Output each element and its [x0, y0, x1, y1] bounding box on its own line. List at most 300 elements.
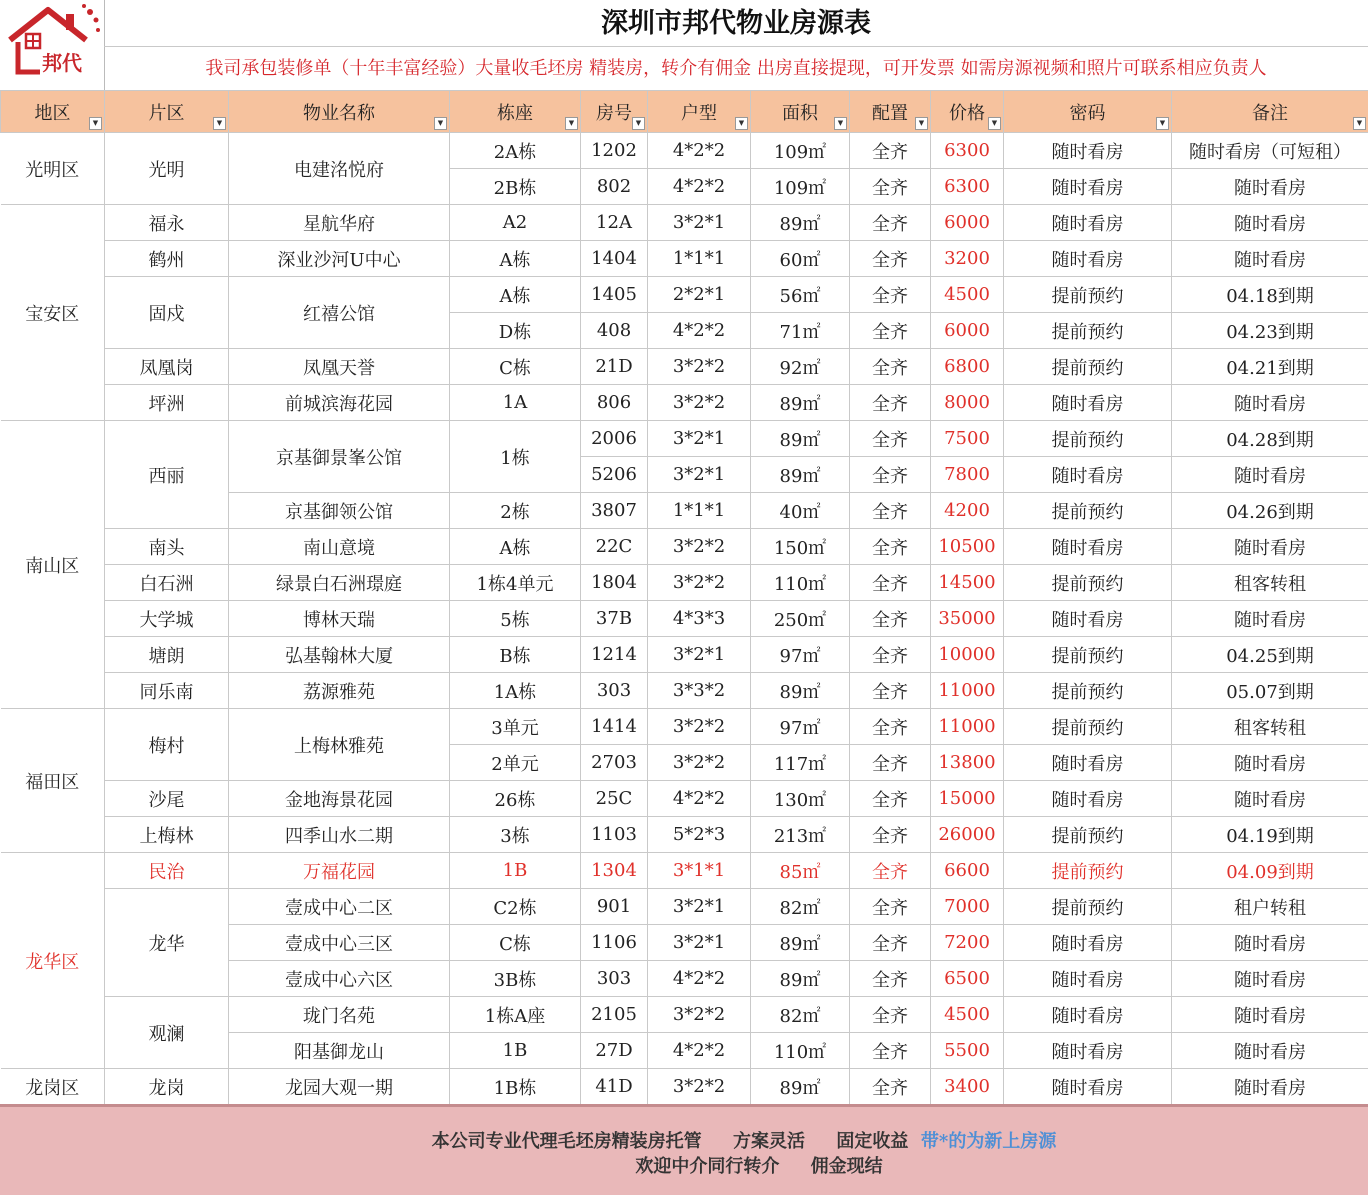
- cell-price: 6000: [931, 205, 1004, 241]
- cell-layout: 3*2*2: [648, 997, 751, 1033]
- cell-area: 观澜: [105, 997, 229, 1069]
- header-label: 物业名称: [303, 103, 375, 124]
- house-logo-icon: [0, 0, 104, 90]
- cell-price: 15000: [931, 781, 1004, 817]
- cell-layout: 3*2*1: [648, 421, 751, 457]
- table-row: [1, 889, 1368, 925]
- table-row: [1, 781, 1368, 817]
- cell-unit: 1106: [581, 925, 648, 961]
- header-furnish: [850, 91, 931, 133]
- cell-size: 250㎡: [751, 601, 850, 637]
- cell-price: 7500: [931, 421, 1004, 457]
- cell-unit: 303: [581, 961, 648, 997]
- cell-furnish: 全齐: [850, 925, 931, 961]
- cell-furnish: 全齐: [850, 889, 931, 925]
- header-area: [105, 91, 229, 133]
- cell-price: 11000: [931, 673, 1004, 709]
- cell-price: 10000: [931, 637, 1004, 673]
- cell-size: 40㎡: [751, 493, 850, 529]
- cell-unit: 1214: [581, 637, 648, 673]
- cell-furnish: 全齐: [850, 1033, 931, 1069]
- cell-region: 福田区: [1, 709, 105, 853]
- cell-password: 随时看房: [1004, 529, 1172, 565]
- cell-furnish: 全齐: [850, 709, 931, 745]
- cell-layout: 3*2*2: [648, 385, 751, 421]
- cell-note: 随时看房: [1172, 457, 1368, 493]
- cell-furnish: 全齐: [850, 349, 931, 385]
- cell-building: 3栋: [450, 817, 581, 853]
- cell-layout: 4*2*2: [648, 133, 751, 169]
- cell-layout: 4*2*2: [648, 313, 751, 349]
- cell-property: 龙园大观一期: [229, 1069, 450, 1105]
- filter-dropdown-icon[interactable]: ▼: [434, 117, 447, 130]
- cell-building: 2A栋: [450, 133, 581, 169]
- cell-password: 提前预约: [1004, 709, 1172, 745]
- cell-size: 213㎡: [751, 817, 850, 853]
- cell-password: 随时看房: [1004, 133, 1172, 169]
- header-property: [229, 91, 450, 133]
- cell-password: 提前预约: [1004, 313, 1172, 349]
- header-label: 备注: [1252, 103, 1288, 124]
- cell-unit: 1404: [581, 241, 648, 277]
- cell-property: 四季山水二期: [229, 817, 450, 853]
- cell-price: 7800: [931, 457, 1004, 493]
- table-row: [1, 709, 1368, 745]
- footer-text-flexible: 方案灵活: [733, 1131, 805, 1152]
- footer-text-income: 固定收益: [836, 1131, 908, 1152]
- filter-dropdown-icon[interactable]: ▼: [988, 117, 1001, 130]
- cell-password: 随时看房: [1004, 997, 1172, 1033]
- cell-layout: 3*2*2: [648, 1069, 751, 1105]
- cell-note: 随时看房: [1172, 601, 1368, 637]
- cell-building: 2B栋: [450, 169, 581, 205]
- cell-region: 龙岗区: [1, 1069, 105, 1105]
- cell-furnish: 全齐: [850, 457, 931, 493]
- cell-password: 提前预约: [1004, 637, 1172, 673]
- cell-price: 6600: [931, 853, 1004, 889]
- cell-price: 6300: [931, 133, 1004, 169]
- table-row: [1, 565, 1368, 601]
- cell-size: 89㎡: [751, 457, 850, 493]
- cell-layout: 3*3*2: [648, 673, 751, 709]
- cell-password: 随时看房: [1004, 925, 1172, 961]
- footer-banner: [0, 1104, 1368, 1195]
- cell-unit: 5206: [581, 457, 648, 493]
- cell-unit: 303: [581, 673, 648, 709]
- cell-password: 随时看房: [1004, 385, 1172, 421]
- footer-text-commission: 佣金现结: [811, 1156, 883, 1177]
- cell-note: 05.07到期: [1172, 673, 1368, 709]
- cell-area: 固戍: [105, 277, 229, 349]
- filter-dropdown-icon[interactable]: ▼: [213, 117, 226, 130]
- header-region: [1, 91, 105, 133]
- cell-price: 11000: [931, 709, 1004, 745]
- cell-furnish: 全齐: [850, 961, 931, 997]
- cell-size: 82㎡: [751, 889, 850, 925]
- cell-property: 绿景白石洲璟庭: [229, 565, 450, 601]
- cell-layout: 3*2*2: [648, 349, 751, 385]
- cell-unit: 1414: [581, 709, 648, 745]
- cell-property: 博林天瑞: [229, 601, 450, 637]
- cell-unit: 1804: [581, 565, 648, 601]
- cell-furnish: 全齐: [850, 781, 931, 817]
- cell-property: 阳基御龙山: [229, 1033, 450, 1069]
- cell-area: 福永: [105, 205, 229, 241]
- cell-furnish: 全齐: [850, 1069, 931, 1105]
- cell-building: 3单元: [450, 709, 581, 745]
- cell-price: 7200: [931, 925, 1004, 961]
- cell-size: 109㎡: [751, 133, 850, 169]
- cell-unit: 1304: [581, 853, 648, 889]
- cell-furnish: 全齐: [850, 493, 931, 529]
- header-label: 栋座: [497, 103, 533, 124]
- cell-size: 117㎡: [751, 745, 850, 781]
- cell-price: 6300: [931, 169, 1004, 205]
- cell-unit: 22C: [581, 529, 648, 565]
- cell-size: 89㎡: [751, 925, 850, 961]
- header-layout: [648, 91, 751, 133]
- table-row: [1, 601, 1368, 637]
- cell-unit: 37B: [581, 601, 648, 637]
- cell-building: A栋: [450, 241, 581, 277]
- cell-password: 提前预约: [1004, 277, 1172, 313]
- cell-password: 随时看房: [1004, 781, 1172, 817]
- cell-note: 04.26到期: [1172, 493, 1368, 529]
- cell-building: C栋: [450, 349, 581, 385]
- cell-note: 随时看房: [1172, 241, 1368, 277]
- cell-unit: 21D: [581, 349, 648, 385]
- cell-password: 随时看房: [1004, 457, 1172, 493]
- cell-size: 130㎡: [751, 781, 850, 817]
- cell-password: 提前预约: [1004, 565, 1172, 601]
- cell-size: 109㎡: [751, 169, 850, 205]
- cell-area: 白石洲: [105, 565, 229, 601]
- cell-building: 1栋4单元: [450, 565, 581, 601]
- table-row: [1, 529, 1368, 565]
- cell-size: 89㎡: [751, 673, 850, 709]
- footer-line-1: [0, 1127, 1368, 1153]
- page-title: 深圳市邦代物业房源表: [104, 0, 1368, 47]
- cell-size: 56㎡: [751, 277, 850, 313]
- cell-note: 租户转租: [1172, 889, 1368, 925]
- cell-size: 89㎡: [751, 961, 850, 997]
- header-building: [450, 91, 581, 133]
- cell-size: 60㎡: [751, 241, 850, 277]
- cell-price: 4500: [931, 997, 1004, 1033]
- cell-area: 民治: [105, 853, 229, 889]
- cell-building: A2: [450, 205, 581, 241]
- filter-dropdown-icon[interactable]: ▼: [1353, 117, 1366, 130]
- filter-dropdown-icon[interactable]: ▼: [632, 117, 645, 130]
- cell-unit: 901: [581, 889, 648, 925]
- cell-property: 弘基翰林大厦: [229, 637, 450, 673]
- cell-property: 凤凰天誉: [229, 349, 450, 385]
- cell-layout: 1*1*1: [648, 241, 751, 277]
- cell-layout: 2*2*1: [648, 277, 751, 313]
- cell-unit: 408: [581, 313, 648, 349]
- cell-building: D栋: [450, 313, 581, 349]
- filter-dropdown-icon[interactable]: ▼: [89, 117, 102, 130]
- cell-unit: 1103: [581, 817, 648, 853]
- cell-unit: 802: [581, 169, 648, 205]
- cell-building: 2单元: [450, 745, 581, 781]
- cell-note: 随时看房: [1172, 169, 1368, 205]
- table-row: [1, 997, 1368, 1033]
- cell-furnish: 全齐: [850, 169, 931, 205]
- cell-layout: 3*2*2: [648, 529, 751, 565]
- table-row: [1, 133, 1368, 169]
- cell-price: 8000: [931, 385, 1004, 421]
- filter-dropdown-icon[interactable]: ▼: [1156, 117, 1169, 130]
- cell-furnish: 全齐: [850, 313, 931, 349]
- cell-note: 随时看房: [1172, 997, 1368, 1033]
- filter-dropdown-icon[interactable]: ▼: [834, 117, 847, 130]
- cell-password: 提前预约: [1004, 493, 1172, 529]
- cell-property: 金地海景花园: [229, 781, 450, 817]
- cell-password: 提前预约: [1004, 853, 1172, 889]
- cell-note: 随时看房（可短租）: [1172, 133, 1368, 169]
- cell-furnish: 全齐: [850, 529, 931, 565]
- cell-layout: 3*2*2: [648, 745, 751, 781]
- cell-password: 随时看房: [1004, 1033, 1172, 1069]
- cell-note: 04.28到期: [1172, 421, 1368, 457]
- cell-unit: 806: [581, 385, 648, 421]
- cell-note: 04.19到期: [1172, 817, 1368, 853]
- cell-area: 大学城: [105, 601, 229, 637]
- cell-furnish: 全齐: [850, 637, 931, 673]
- cell-area: 塘朗: [105, 637, 229, 673]
- cell-region: 宝安区: [1, 205, 105, 421]
- cell-area: 沙尾: [105, 781, 229, 817]
- cell-area: 龙华: [105, 889, 229, 997]
- cell-furnish: 全齐: [850, 745, 931, 781]
- cell-layout: 3*2*2: [648, 709, 751, 745]
- header-label: 地区: [35, 103, 71, 124]
- cell-building: 2栋: [450, 493, 581, 529]
- cell-building: C栋: [450, 925, 581, 961]
- cell-building: 1B栋: [450, 1069, 581, 1105]
- cell-area: 龙岗: [105, 1069, 229, 1105]
- cell-area: 西丽: [105, 421, 229, 529]
- cell-note: 04.25到期: [1172, 637, 1368, 673]
- listings-table: [0, 90, 1368, 1105]
- cell-region: 南山区: [1, 421, 105, 709]
- table-header-row: [1, 91, 1368, 133]
- cell-price: 3200: [931, 241, 1004, 277]
- cell-note: 随时看房: [1172, 925, 1368, 961]
- header-price: [931, 91, 1004, 133]
- footer-text-agency: 本公司专业代理毛坯房精装房托管: [432, 1131, 702, 1152]
- cell-property: 深业沙河U中心: [229, 241, 450, 277]
- cell-password: 随时看房: [1004, 601, 1172, 637]
- cell-building: C2栋: [450, 889, 581, 925]
- cell-size: 97㎡: [751, 637, 850, 673]
- header-label: 片区: [149, 103, 185, 124]
- cell-area: 光明: [105, 133, 229, 205]
- cell-furnish: 全齐: [850, 673, 931, 709]
- cell-furnish: 全齐: [850, 241, 931, 277]
- cell-note: 随时看房: [1172, 205, 1368, 241]
- table-row: [1, 277, 1368, 313]
- cell-unit: 41D: [581, 1069, 648, 1105]
- cell-size: 82㎡: [751, 997, 850, 1033]
- cell-layout: 4*3*3: [648, 601, 751, 637]
- cell-password: 提前预约: [1004, 421, 1172, 457]
- cell-property: 壹成中心六区: [229, 961, 450, 997]
- cell-area: 南头: [105, 529, 229, 565]
- cell-note: 随时看房: [1172, 781, 1368, 817]
- cell-size: 110㎡: [751, 565, 850, 601]
- cell-layout: 1*1*1: [648, 493, 751, 529]
- cell-password: 提前预约: [1004, 817, 1172, 853]
- cell-price: 6500: [931, 961, 1004, 997]
- cell-area: 上梅林: [105, 817, 229, 853]
- cell-price: 5500: [931, 1033, 1004, 1069]
- cell-building: 1栋: [450, 421, 581, 493]
- cell-note: 租客转租: [1172, 565, 1368, 601]
- cell-furnish: 全齐: [850, 277, 931, 313]
- table-row: [1, 421, 1368, 457]
- cell-property: 万福花园: [229, 853, 450, 889]
- cell-size: 89㎡: [751, 205, 850, 241]
- cell-price: 35000: [931, 601, 1004, 637]
- cell-password: 随时看房: [1004, 241, 1172, 277]
- cell-furnish: 全齐: [850, 601, 931, 637]
- cell-price: 13800: [931, 745, 1004, 781]
- cell-property: 荔源雅苑: [229, 673, 450, 709]
- cell-password: 随时看房: [1004, 205, 1172, 241]
- cell-building: 1B: [450, 853, 581, 889]
- header-password: [1004, 91, 1172, 133]
- header-unit: [581, 91, 648, 133]
- header-label: 房号: [596, 103, 632, 124]
- cell-furnish: 全齐: [850, 133, 931, 169]
- cell-size: 110㎡: [751, 1033, 850, 1069]
- cell-unit: 2006: [581, 421, 648, 457]
- cell-property: 南山意境: [229, 529, 450, 565]
- company-logo: [0, 0, 105, 90]
- cell-area: 鹤州: [105, 241, 229, 277]
- cell-price: 4500: [931, 277, 1004, 313]
- table-row: [1, 349, 1368, 385]
- cell-size: 89㎡: [751, 385, 850, 421]
- cell-price: 6000: [931, 313, 1004, 349]
- cell-building: 1A: [450, 385, 581, 421]
- footer-line-2: [0, 1152, 1368, 1178]
- cell-price: 6800: [931, 349, 1004, 385]
- cell-note: 04.23到期: [1172, 313, 1368, 349]
- cell-property: 京基御景峯公馆: [229, 421, 450, 493]
- cell-password: 提前预约: [1004, 673, 1172, 709]
- cell-unit: 1202: [581, 133, 648, 169]
- cell-password: 提前预约: [1004, 349, 1172, 385]
- cell-building: 1B: [450, 1033, 581, 1069]
- cell-size: 97㎡: [751, 709, 850, 745]
- filter-dropdown-icon[interactable]: ▼: [915, 117, 928, 130]
- header-note: [1172, 91, 1368, 133]
- footer-text-new-listing-note: 带*的为新上房源: [921, 1131, 1056, 1152]
- cell-property: 壹成中心二区: [229, 889, 450, 925]
- cell-property: 壹成中心三区: [229, 925, 450, 961]
- cell-property: 星航华府: [229, 205, 450, 241]
- cell-furnish: 全齐: [850, 205, 931, 241]
- cell-unit: 3807: [581, 493, 648, 529]
- table-row: [1, 1069, 1368, 1105]
- table-row: [1, 853, 1368, 889]
- cell-layout: 4*2*2: [648, 169, 751, 205]
- cell-unit: 25C: [581, 781, 648, 817]
- cell-size: 89㎡: [751, 1069, 850, 1105]
- cell-price: 14500: [931, 565, 1004, 601]
- cell-note: 04.09到期: [1172, 853, 1368, 889]
- cell-building: 26栋: [450, 781, 581, 817]
- table-row: [1, 817, 1368, 853]
- cell-property: 珑门名苑: [229, 997, 450, 1033]
- cell-property: 上梅林雅苑: [229, 709, 450, 781]
- cell-furnish: 全齐: [850, 817, 931, 853]
- cell-building: 5栋: [450, 601, 581, 637]
- cell-price: 4200: [931, 493, 1004, 529]
- filter-dropdown-icon[interactable]: ▼: [565, 117, 578, 130]
- page-subtitle: 我司承包装修单（十年丰富经验）大量收毛坯房 精装房，转介有佣金 出房直接提现，可开发票 如需房源视频和照片可联系相应负责人: [104, 46, 1368, 90]
- header-label: 户型: [681, 103, 717, 124]
- cell-area: 凤凰岗: [105, 349, 229, 385]
- cell-note: 随时看房: [1172, 529, 1368, 565]
- cell-password: 随时看房: [1004, 961, 1172, 997]
- cell-layout: 3*2*1: [648, 925, 751, 961]
- logo-text: 邦代: [42, 51, 82, 75]
- table-row: [1, 637, 1368, 673]
- header-label: 价格: [949, 103, 985, 124]
- cell-note: 随时看房: [1172, 961, 1368, 997]
- cell-password: 提前预约: [1004, 889, 1172, 925]
- header-label: 面积: [782, 103, 818, 124]
- table-row: [1, 673, 1368, 709]
- cell-building: 1栋A座: [450, 997, 581, 1033]
- cell-layout: 3*2*1: [648, 457, 751, 493]
- cell-layout: 5*2*3: [648, 817, 751, 853]
- cell-furnish: 全齐: [850, 997, 931, 1033]
- cell-area: 坪洲: [105, 385, 229, 421]
- cell-unit: 2105: [581, 997, 648, 1033]
- cell-note: 04.21到期: [1172, 349, 1368, 385]
- cell-price: 3400: [931, 1069, 1004, 1105]
- cell-furnish: 全齐: [850, 421, 931, 457]
- cell-layout: 3*2*1: [648, 205, 751, 241]
- cell-size: 85㎡: [751, 853, 850, 889]
- cell-price: 26000: [931, 817, 1004, 853]
- header-label: 配置: [872, 103, 908, 124]
- cell-building: B栋: [450, 637, 581, 673]
- cell-password: 随时看房: [1004, 745, 1172, 781]
- footer-text-referral: 欢迎中介同行转介: [635, 1156, 779, 1177]
- cell-property: 红禧公馆: [229, 277, 450, 349]
- cell-note: 租客转租: [1172, 709, 1368, 745]
- cell-furnish: 全齐: [850, 385, 931, 421]
- cell-property: 京基御领公馆: [229, 493, 450, 529]
- cell-furnish: 全齐: [850, 565, 931, 601]
- cell-layout: 4*2*2: [648, 781, 751, 817]
- cell-note: 随时看房: [1172, 1069, 1368, 1105]
- header-size: [751, 91, 850, 133]
- filter-dropdown-icon[interactable]: ▼: [735, 117, 748, 130]
- cell-note: 随时看房: [1172, 1033, 1368, 1069]
- table-row: [1, 385, 1368, 421]
- cell-unit: 2703: [581, 745, 648, 781]
- table-row: [1, 205, 1368, 241]
- cell-unit: 1405: [581, 277, 648, 313]
- cell-building: 3B栋: [450, 961, 581, 997]
